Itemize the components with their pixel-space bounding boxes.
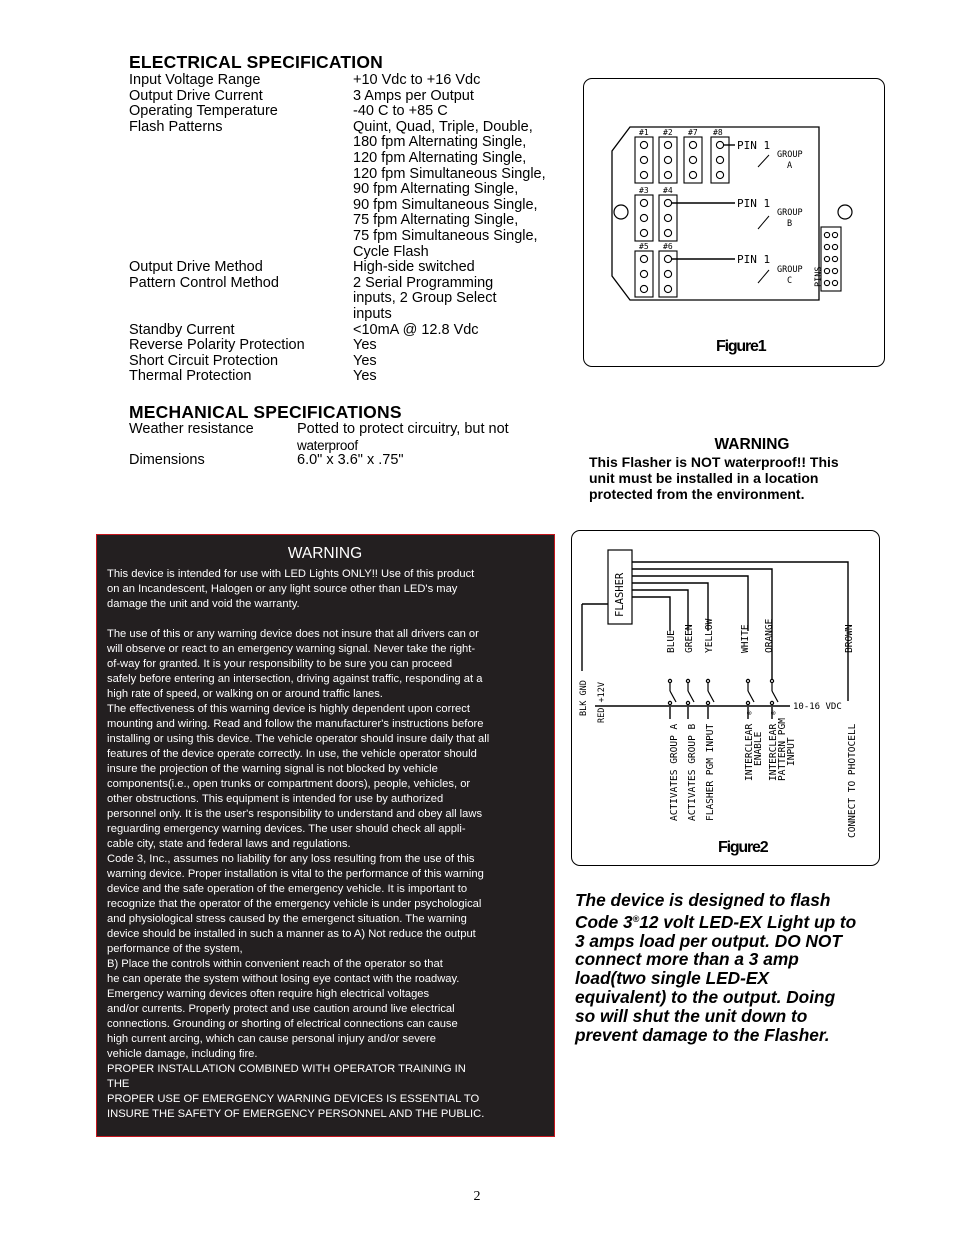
warning-line: warning device. Proper installation is vital to the performance of this warning [107, 868, 484, 880]
pin-label-c: PIN 1 [737, 253, 771, 266]
warning-line: and physiological stress caused by the emergenct situation. The warning [107, 913, 467, 925]
spec-row [129, 276, 569, 323]
warning-line: vehicle damage, including fire. [107, 1048, 258, 1060]
spec-value: 6.0" x 3.6" x .75" [297, 452, 404, 469]
waterproof-warning-line: protected from the environment. [589, 486, 805, 502]
spec-label: Short Circuit Protection [129, 352, 279, 369]
connector-label-4: #4 [663, 186, 673, 195]
function-label-interclear-enable: ENABLE [753, 731, 764, 766]
power-label: RED +12V [597, 682, 607, 723]
warning-line: and/or currents. Properly protect and use caution around live electrical [107, 1003, 455, 1015]
spec-label: Dimensions [129, 452, 205, 469]
flasher-label: FLASHER [614, 572, 626, 617]
spec-value: +10 Vdc to +16 Vdc [353, 72, 481, 88]
group-label-c: GROUP [777, 265, 803, 275]
figure2-caption: Figure2 [718, 839, 768, 856]
spec-label: Output Drive Method [129, 259, 263, 276]
waterproof-warning [589, 437, 889, 502]
function-label-interclear-enable: INTERCLEAR [744, 723, 755, 781]
function-label-interclear-pattern: INPUT [786, 737, 797, 766]
wire-label-green: GREEN [684, 624, 695, 653]
group-letter-a: A [787, 161, 793, 171]
wire-label-white: WHITE [740, 624, 751, 653]
spec-row [129, 338, 569, 354]
spec-label: Reverse Polarity Protection [129, 337, 305, 354]
mechanical-spec-table [129, 422, 559, 469]
function-label-group-a: ACTIVATES GROUP A [669, 723, 680, 821]
warning-line: This device is intended for use with LED Lights ONLY!! Use of this product [107, 568, 475, 580]
warning-line: device and the safe operation of the emergency vehicle. It is important to [107, 883, 468, 895]
spec-value: Yes [353, 352, 377, 369]
spec-row [129, 89, 569, 105]
connector-label-1: #1 [639, 128, 649, 137]
figure2-frame [571, 530, 880, 866]
group-label-b: GROUP [777, 208, 803, 218]
registered-mark: ® [746, 710, 754, 715]
spec-value: 3 Amps per Output [353, 87, 474, 104]
warning-line: of-way for granted. It is your responsibility to be sure you can proceed [107, 658, 453, 670]
connector-row-b [635, 195, 677, 241]
warning-line: The use of this or any warning device does not insure that all drivers can or [107, 628, 479, 640]
wire-label-yellow: YELLOW [704, 618, 715, 653]
spec-label: Pattern Control Method [129, 274, 279, 291]
warning-line: cable city, state and federal laws and regulations. [107, 838, 351, 850]
warning-line: THE [107, 1078, 130, 1090]
wire-label-blue: BLUE [666, 630, 677, 653]
function-label-group-b: ACTIVATES GROUP B [687, 723, 698, 821]
spec-value: Potted to protect circuitry, but not waterproof [297, 421, 509, 453]
spec-value: <10mA @ 12.8 Vdc [353, 321, 479, 338]
programming-pins [821, 227, 841, 291]
connector-label-2: #2 [663, 128, 673, 137]
wire-label-orange: ORANGE [764, 618, 775, 653]
warning-line: device should be installed in such a manner as to A) Not reduce the output [107, 928, 476, 940]
warning-line: B) Place the controls within convenient reach of the operator so that [107, 958, 443, 970]
warning-line: components(i.e., open trunks or compartment doors), people, vehicles, or [107, 778, 471, 790]
spec-row [129, 260, 569, 276]
spec-label: Flash Patterns [129, 118, 223, 135]
waterproof-warning-line: This Flasher is NOT waterproof!! This [589, 454, 839, 470]
load-notice-line: connect more than a 3 amp [575, 949, 799, 970]
electrical-spec-table [129, 73, 569, 385]
function-label-interclear-pattern: INTERCLEAR [768, 723, 779, 781]
load-notice [575, 891, 895, 1044]
connector-label-8: #8 [713, 128, 723, 137]
page-number: 2 [473, 1189, 481, 1204]
spec-label: Thermal Protection [129, 368, 252, 385]
connector-row-c [635, 251, 677, 297]
spec-row [129, 422, 559, 453]
warning-line: safely before entering an intersection, driving against traffic, responding at a [107, 673, 483, 685]
spec-row [129, 369, 569, 385]
warning-line: reguarding emergency warning devices. The user should check all appli- [107, 823, 466, 835]
waterproof-warning-title: WARNING [714, 436, 790, 453]
function-label-interclear-pattern: PATTERN PGM [777, 718, 788, 781]
spec-row [129, 73, 569, 89]
warning-line: features of the device operate correctly. In use, the vehicle operator should [107, 748, 477, 760]
warning-line: installing or using this device. The vehicle operator should insure daily that all [107, 733, 490, 745]
spec-row [129, 120, 569, 260]
function-label-pgm-input: FLASHER PGM INPUT [705, 723, 716, 821]
load-notice-line: equivalent) to the output. Doing [575, 986, 836, 1007]
spec-value: High-side switched [353, 259, 475, 276]
connector-label-5: #5 [639, 242, 649, 251]
warning-line: Emergency warning devices often require high electrical voltages [107, 988, 430, 1000]
warning-line: connections. Grounding or shorting of electrical connections can cause [107, 1018, 458, 1030]
spec-value: Quint, Quad, Triple, Double, 180 fpm Alternating Single, 120 fpm Alternating Single, 120 fpm Simultaneous Single, 90 fpm Alternating Single, 90 fpm Simultaneous Single, 75 fpm Alternating Single, 75 fpm Simultaneous Single, Cycle Flash [353, 118, 546, 260]
wire-label-brown: BROWN [844, 624, 855, 653]
spec-row [129, 323, 569, 339]
voltage-label: 10-16 VDC [793, 702, 842, 712]
connector-label-3: #3 [639, 186, 649, 195]
load-notice-line: so will shut the unit down to [575, 1005, 808, 1026]
spec-value: 2 Serial Programming inputs, 2 Group Select inputs [353, 274, 497, 322]
led-warning-box [96, 534, 555, 1137]
registered-mark: ® [632, 913, 640, 924]
ground-label: BLK GND [579, 680, 589, 716]
spec-row [129, 104, 569, 120]
warning-line: mounting and wiring. Read and follow the manufacturer's instructions before [107, 718, 484, 730]
warning-line: Code 3, Inc., assumes no liability for any loss resulting from the use of this [107, 853, 475, 865]
warning-line: performance of the system, [107, 943, 243, 955]
spec-row [129, 354, 569, 370]
figure2-wiring-diagram [572, 531, 878, 864]
pin-label-a: PIN 1 [737, 139, 771, 152]
warning-line: high current arcing, which can cause personal injury and/or severe [107, 1033, 436, 1045]
safety-warning-paragraph [107, 627, 543, 1122]
group-letter-b: B [787, 219, 793, 229]
warning-line: high rate of speed, or walking on or around traffic lanes. [107, 688, 383, 700]
load-notice-line: Code 3®12 volt LED-EX Light up to [575, 911, 857, 932]
warning-line: recognize that the operator of the emergency vehicle is under psychological [107, 898, 482, 910]
led-warning-title: WARNING [287, 545, 363, 562]
spec-label: Standby Current [129, 321, 235, 338]
warning-line: The effectiveness of this warning device is highly dependent upon correct [107, 703, 470, 715]
load-notice-line: prevent damage to the Flasher. [575, 1024, 830, 1045]
spec-label: Operating Temperature [129, 103, 278, 120]
warning-line: PROPER USE OF EMERGENCY WARNING DEVICES IS ESSENTIAL TO [107, 1093, 480, 1105]
warning-line: damage the unit and void the warranty. [107, 598, 300, 610]
spec-value: -40 C to +85 C [353, 103, 448, 120]
pin-label-b: PIN 1 [737, 197, 771, 210]
load-notice-line: load(two single LED-EX [575, 968, 769, 989]
spec-label: Input Voltage Range [129, 72, 261, 88]
connector-label-7: #7 [688, 128, 698, 137]
figure1-board-diagram [584, 79, 883, 365]
wire-switches [668, 679, 778, 704]
led-warning-paragraph [107, 567, 543, 612]
figure1-caption: Figure1 [716, 338, 766, 355]
warning-line: he can operate the system without losing eye contact with the roadway. [107, 973, 460, 985]
function-label-photocell: CONNECT TO PHOTOCELL [847, 723, 858, 838]
warning-line: PROPER INSTALLATION COMBINED WITH OPERATOR TRAINING IN [107, 1063, 466, 1075]
connector-label-6: #6 [663, 242, 673, 251]
spec-value: Yes [353, 337, 377, 354]
warning-line: will observe or react to an emergency warning signal. Never take the right- [107, 643, 476, 655]
connector-row-a [635, 137, 729, 183]
pins-label: PINS [814, 266, 824, 287]
electrical-spec-heading: ELECTRICAL SPECIFICATION [129, 52, 384, 72]
spec-label: Weather resistance [129, 421, 254, 437]
figure1-frame [583, 78, 885, 367]
load-notice-line: The device is designed to flash [575, 890, 831, 910]
mechanical-spec-heading: MECHANICAL SPECIFICATIONS [129, 402, 402, 422]
warning-line: other obstructions. This equipment is intended for use by authorized [107, 793, 444, 805]
spec-label: Output Drive Current [129, 87, 263, 104]
spec-row [129, 453, 559, 469]
registered-mark: ® [770, 710, 778, 715]
group-letter-c: C [787, 276, 793, 286]
spec-value: Yes [353, 368, 377, 385]
warning-line: INSURE THE SAFETY OF EMERGENCY PERSONNEL AND THE PUBLIC. [107, 1108, 485, 1120]
warning-line: on an Incandescent, Halogen or any light source other than LED's may [107, 583, 458, 595]
waterproof-warning-line: unit must be installed in a location [589, 470, 819, 486]
warning-line: insure the projection of the warning signal is not blocked by vehicle [107, 763, 438, 775]
load-notice-line: 3 amps load per output. DO NOT [575, 930, 842, 951]
warning-line: personnel only. It is the user's responsibility to understand and obey all laws [107, 808, 483, 820]
group-label-a: GROUP [777, 150, 803, 160]
